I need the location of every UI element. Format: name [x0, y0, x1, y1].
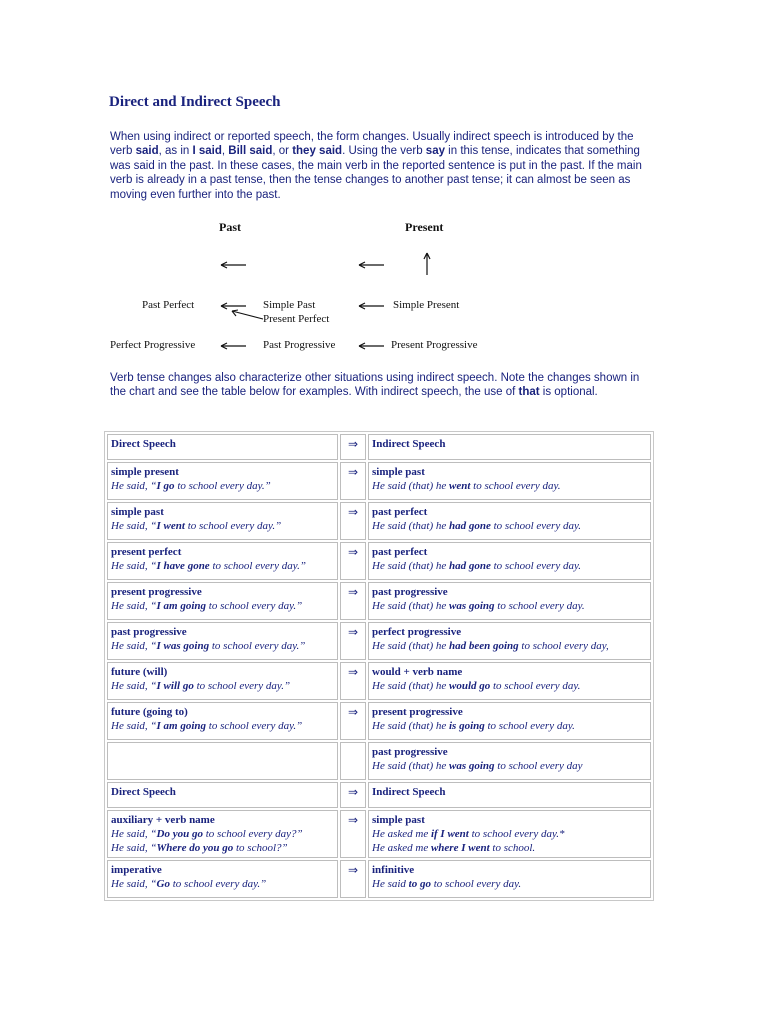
verb-emphasis: had been going — [448, 640, 519, 652]
text-run: , or — [272, 145, 293, 158]
intro-paragraph — [110, 130, 650, 202]
tense-label: simple present — [111, 466, 179, 478]
right-arrow-icon: ⇒ — [347, 545, 359, 559]
verb-emphasis: if I went — [430, 828, 469, 840]
sentence-text: He said (that) he — [372, 520, 449, 532]
indirect-speech-cell — [368, 622, 651, 660]
sentence-text: He said, “ — [111, 680, 157, 692]
direct-speech-cell — [107, 542, 338, 580]
tense-label: present progressive — [372, 706, 463, 718]
page-title: Direct and Indirect Speech — [109, 94, 281, 110]
table-row — [107, 860, 651, 898]
past-progressive-label: Past Progressive — [263, 339, 336, 351]
tense-label: simple past — [111, 506, 164, 518]
emphasis-text: said — [135, 145, 159, 158]
sentence-text: He said, “ — [111, 600, 157, 612]
verb-emphasis: Do you go — [156, 828, 203, 840]
right-arrow-icon: ⇒ — [347, 625, 359, 639]
arrow-cell — [340, 702, 366, 740]
example-sentence — [372, 479, 647, 493]
sentence-text: to school every day. — [470, 480, 561, 492]
text-run: Verb tense changes also characterize other situations using indirect speech. Note the changes shown in the chart and see the table below for examples. With indirect speech, the use of — [110, 372, 640, 399]
verb-emphasis: was going — [448, 600, 495, 612]
tense-label: past progressive — [111, 626, 187, 638]
verb-emphasis: I have gone — [156, 560, 210, 572]
direct-speech-cell — [107, 742, 338, 780]
tense-shift-diagram — [108, 220, 498, 360]
arrow-cell — [340, 582, 366, 620]
sentence-text: to school every day.” — [206, 720, 303, 732]
sentence-text: to school every day.” — [206, 600, 303, 612]
sentence-text: to school every day, — [518, 640, 609, 652]
sentence-text: to school every day.* — [468, 828, 565, 840]
arrow-cell — [340, 782, 366, 808]
sentence-text: He asked me — [372, 828, 431, 840]
example-sentence — [372, 719, 647, 733]
sentence-text: He said, “ — [111, 520, 157, 532]
verb-emphasis: I will go — [156, 680, 194, 692]
direct-speech-cell — [107, 860, 338, 898]
tense-label: past perfect — [372, 506, 428, 518]
emphasis-text: I said — [192, 145, 222, 158]
table-row — [107, 542, 651, 580]
left-arrow-icon — [218, 260, 248, 270]
arrow-cell — [340, 742, 366, 780]
verb-emphasis: is going — [448, 720, 485, 732]
arrow-cell — [340, 860, 366, 898]
table-header-row — [107, 434, 651, 460]
verb-emphasis: Go — [156, 878, 170, 890]
sentence-text: to school every day. — [490, 680, 581, 692]
table-header-row — [107, 782, 651, 808]
sentence-text: to school every day. — [484, 720, 575, 732]
speech-conversion-table — [104, 431, 654, 901]
sentence-text: He said, “ — [111, 842, 157, 854]
text-run: in this tense, indicates that something was said in the past. In these cases, the main verb in the reported sentence is put in the past. If the main verb is already in a past tense, then the tense changes to another past tense; it can almost be seen as moving even further into the past. — [110, 145, 642, 201]
table-row — [107, 810, 651, 858]
indirect-speech-cell — [368, 702, 651, 740]
indirect-speech-cell — [368, 742, 651, 780]
left-arrow-icon — [356, 341, 386, 351]
up-arrow-icon — [422, 250, 432, 276]
verb-emphasis: I go — [156, 480, 175, 492]
table-row — [107, 742, 651, 780]
example-sentence — [111, 519, 334, 533]
verb-emphasis: Where do you go — [156, 842, 234, 854]
sentence-text: He said, “ — [111, 560, 157, 572]
verb-emphasis: to go — [408, 878, 431, 890]
verb-emphasis: where I went — [430, 842, 490, 854]
table-row — [107, 462, 651, 500]
sentence-text: He said, “ — [111, 878, 157, 890]
example-sentence — [372, 827, 647, 841]
tense-label: future (will) — [111, 666, 168, 678]
indirect-speech-cell — [368, 542, 651, 580]
indirect-speech-cell — [368, 434, 651, 460]
verb-emphasis: had gone — [448, 520, 491, 532]
indirect-speech-cell — [368, 502, 651, 540]
arrow-cell — [340, 462, 366, 500]
emphasis-text: they said — [292, 145, 343, 158]
tense-label: past perfect — [372, 546, 428, 558]
example-sentence — [111, 479, 334, 493]
arrow-cell — [340, 810, 366, 858]
tense-label: past progressive — [372, 586, 448, 598]
verb-emphasis: I was going — [156, 640, 210, 652]
sentence-text: He said, “ — [111, 828, 157, 840]
example-sentence — [111, 719, 334, 733]
past-perfect-label: Past Perfect — [142, 299, 195, 311]
right-arrow-icon: ⇒ — [347, 813, 359, 827]
simple-present-label: Simple Present — [393, 299, 460, 311]
sentence-text: He said, “ — [111, 640, 157, 652]
table-row — [107, 662, 651, 700]
direct-speech-cell — [107, 434, 338, 460]
example-sentence — [372, 639, 647, 653]
indirect-speech-cell — [368, 662, 651, 700]
example-sentence — [372, 759, 647, 773]
example-sentence — [372, 841, 647, 855]
direct-speech-cell — [107, 462, 338, 500]
verb-emphasis: was going — [448, 760, 495, 772]
sentence-text: He said (that) he — [372, 720, 449, 732]
tense-label: perfect progressive — [372, 626, 462, 638]
example-sentence — [372, 679, 647, 693]
present-perfect-label: Present Perfect — [263, 313, 330, 325]
sentence-text: to school every day.” — [184, 520, 282, 532]
tense-label: present perfect — [111, 546, 182, 558]
arrow-cell — [340, 622, 366, 660]
arrow-cell — [340, 434, 366, 460]
right-arrow-icon: ⇒ — [347, 585, 359, 599]
direct-speech-cell — [107, 622, 338, 660]
text-run: . Using the verb — [342, 145, 426, 158]
table-row — [107, 502, 651, 540]
sentence-text: to school. — [489, 842, 536, 854]
direct-speech-cell — [107, 502, 338, 540]
example-sentence — [372, 519, 647, 533]
left-arrow-icon — [356, 301, 386, 311]
right-arrow-icon: ⇒ — [347, 863, 359, 877]
right-arrow-icon: ⇒ — [347, 705, 359, 719]
direct-speech-cell — [107, 582, 338, 620]
tense-label: would + verb name — [372, 666, 463, 678]
text-run: is optional. — [539, 386, 598, 399]
left-arrow-icon — [356, 260, 386, 270]
indirect-speech-cell — [368, 782, 651, 808]
sentence-text: He said — [372, 878, 409, 890]
example-sentence — [372, 877, 647, 891]
sentence-text: to school every day. — [490, 520, 581, 532]
example-sentence — [111, 559, 334, 573]
example-sentence — [111, 827, 334, 841]
present-progressive-label: Present Progressive — [391, 339, 478, 351]
sentence-text: to school every day.” — [209, 640, 306, 652]
tense-label: simple past — [372, 466, 425, 478]
sentence-text: He said, “ — [111, 480, 157, 492]
emphasis-text: Bill said — [228, 145, 273, 158]
tense-label: past progressive — [372, 746, 448, 758]
present-heading: Present — [405, 220, 444, 234]
text-run: , — [221, 145, 229, 158]
perfect-progressive-label: Perfect Progressive — [110, 339, 196, 351]
sentence-text: to school every day.” — [174, 480, 271, 492]
arrow-cell — [340, 662, 366, 700]
sentence-text: to school every day. — [430, 878, 522, 890]
direct-speech-cell — [107, 662, 338, 700]
column-heading: Indirect Speech — [372, 438, 446, 450]
sentence-text: He said (that) he — [372, 680, 449, 692]
tense-label: future (going to) — [111, 706, 188, 718]
sentence-text: He said (that) he — [372, 480, 449, 492]
verb-emphasis: went — [448, 480, 471, 492]
column-heading: Indirect Speech — [372, 786, 446, 798]
sentence-text: to school every day. — [490, 560, 581, 572]
sentence-text: He said (that) he — [372, 760, 449, 772]
verb-emphasis: had gone — [448, 560, 491, 572]
tense-label: simple past — [372, 814, 425, 826]
verb-emphasis: I am going — [156, 720, 207, 732]
emphasis-text: that — [518, 386, 540, 399]
example-sentence — [111, 841, 334, 855]
sentence-text: to school every day — [494, 760, 583, 772]
verb-emphasis: I am going — [156, 600, 207, 612]
text-run: When using indirect or reported speech, the form changes. Usually indirect speech is introduced by the verb — [110, 131, 634, 158]
example-sentence — [111, 599, 334, 613]
sentence-text: to school every day. — [494, 600, 585, 612]
tense-label: present progressive — [111, 586, 202, 598]
direct-speech-cell — [107, 702, 338, 740]
text-run: , as in — [158, 145, 193, 158]
tense-label: infinitive — [372, 864, 415, 876]
example-sentence — [111, 639, 334, 653]
sentence-text: He said, “ — [111, 720, 157, 732]
sentence-text: to school every day?” — [202, 828, 303, 840]
verb-emphasis: I went — [156, 520, 185, 532]
right-arrow-icon: ⇒ — [347, 665, 359, 679]
table-row — [107, 582, 651, 620]
example-sentence — [111, 679, 334, 693]
past-heading: Past — [219, 220, 241, 234]
emphasis-text: say — [425, 145, 445, 158]
example-sentence — [111, 877, 334, 891]
left-arrow-icon — [218, 341, 248, 351]
column-heading: Direct Speech — [111, 438, 176, 450]
right-arrow-icon: ⇒ — [347, 785, 359, 799]
simple-past-label: Simple Past — [263, 299, 316, 311]
sentence-text: to school?” — [233, 842, 288, 854]
sentence-text: He said (that) he — [372, 640, 449, 652]
indirect-speech-cell — [368, 810, 651, 858]
diagonal-arrow-icon — [229, 308, 265, 322]
tense-label: auxiliary + verb name — [111, 814, 215, 826]
sentence-text: He asked me — [372, 842, 431, 854]
right-arrow-icon: ⇒ — [347, 437, 359, 451]
direct-speech-cell — [107, 782, 338, 808]
direct-speech-cell — [107, 810, 338, 858]
sentence-text: He said (that) he — [372, 600, 449, 612]
right-arrow-icon: ⇒ — [347, 505, 359, 519]
note-paragraph — [110, 371, 655, 400]
sentence-text: to school every day.” — [209, 560, 306, 572]
verb-emphasis: would go — [448, 680, 491, 692]
table-row — [107, 622, 651, 660]
example-sentence — [372, 559, 647, 573]
sentence-text: to school every day.” — [193, 680, 291, 692]
arrow-cell — [340, 542, 366, 580]
indirect-speech-cell — [368, 860, 651, 898]
tense-label: imperative — [111, 864, 162, 876]
arrow-cell — [340, 502, 366, 540]
sentence-text: He said (that) he — [372, 560, 449, 572]
indirect-speech-cell — [368, 582, 651, 620]
right-arrow-icon: ⇒ — [347, 465, 359, 479]
sentence-text: to school every day.” — [169, 878, 267, 890]
indirect-speech-cell — [368, 462, 651, 500]
table-row — [107, 702, 651, 740]
column-heading: Direct Speech — [111, 786, 176, 798]
example-sentence — [372, 599, 647, 613]
